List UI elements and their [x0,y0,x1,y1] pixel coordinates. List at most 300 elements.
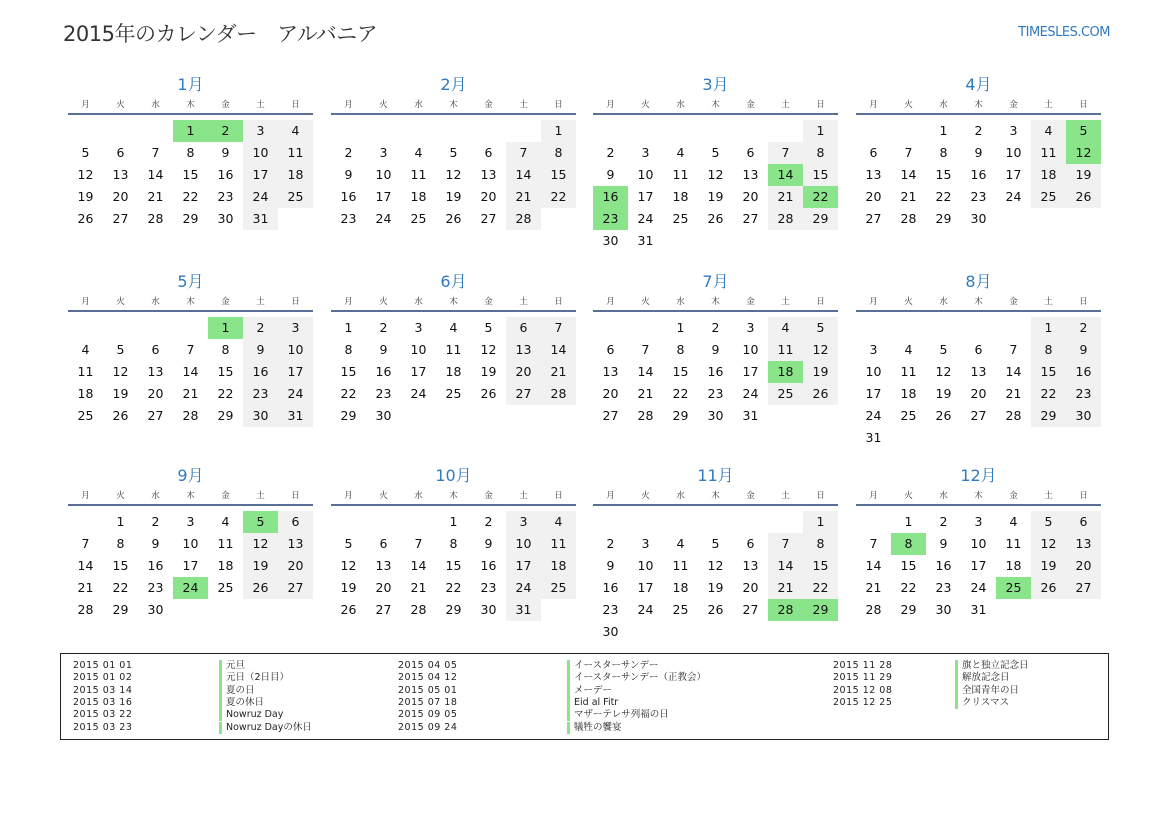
day-cell: 10 [278,339,313,361]
day-cell: 2 [939,514,948,529]
weekday-label: 土 [781,491,790,501]
day-cell: 19 [77,189,94,204]
day-cell: 25 [672,211,689,226]
weekday-label: 月 [869,297,878,307]
day-cell: 19 [445,189,462,204]
day-cell: 30 [1066,405,1101,427]
day-cell: 1 [344,320,353,335]
weekday-label: 金 [746,491,755,501]
day-cell: 16 [147,558,164,573]
day-cell: 23 [1066,383,1101,405]
day-cell: 19 [803,361,838,383]
day-cell: 9 [939,536,948,551]
day-cell: 9 [1066,339,1101,361]
day-cell: 2 [484,514,493,529]
day-cell: 30 [970,211,987,226]
month-name: 10月 [435,466,472,485]
day-cell: 31 [637,233,654,248]
weekday-label: 水 [676,297,685,307]
holiday-legend [60,653,1109,740]
day-cell: 20 [375,580,392,595]
weekday-label: 火 [379,297,388,307]
day-cell: 18 [77,386,94,401]
day-cell: 1 [939,123,948,138]
day-cell: 16 [480,558,497,573]
day-cell: 6 [1066,511,1101,533]
weekday-label: 土 [1044,297,1053,307]
day-cell: 23 [970,189,987,204]
weekday-label: 木 [711,491,720,501]
day-cell: 2 [151,514,160,529]
day-cell: 3 [506,511,541,533]
day-cell: 17 [410,364,427,379]
day-cell: 10 [1005,145,1022,160]
day-cell: 7 [151,145,160,160]
day-cell: 28 [506,208,541,230]
holiday-date: 2015 12 25 [833,696,893,708]
day-cell: 1 [541,120,576,142]
day-cell: 26 [77,211,94,226]
day-cell: 1 [676,320,685,335]
holiday-cell: 2 [208,120,243,142]
weekday-label: 金 [221,297,230,307]
holiday-name: 夏の日 [219,685,255,697]
day-cell: 8 [1031,339,1066,361]
holiday-cell: 8 [891,533,926,555]
day-cell: 26 [935,408,952,423]
day-cell: 11 [278,142,313,164]
header-divider [331,310,576,312]
holiday-cell: 1 [208,317,243,339]
site-logo[interactable]: TIMESLES.COM [1018,25,1110,40]
weekday-label: 日 [291,297,300,307]
holiday-cell: 23 [593,208,628,230]
day-cell: 20 [742,189,759,204]
day-cell: 13 [506,339,541,361]
day-cell: 31 [742,408,759,423]
day-cell: 28 [900,211,917,226]
day-cell: 12 [445,167,462,182]
header-divider [68,504,313,506]
day-cell: 27 [742,211,759,226]
weekday-label: 木 [974,491,983,501]
weekday-label: 月 [869,491,878,501]
day-cell: 19 [340,580,357,595]
day-cell: 7 [641,342,650,357]
day-cell: 1 [803,511,838,533]
day-cell: 1 [449,514,458,529]
day-cell: 13 [147,364,164,379]
day-cell: 13 [112,167,129,182]
holiday-date: 2015 12 08 [833,684,893,696]
month-name: 2月 [440,75,467,94]
day-cell: 26 [707,602,724,617]
weekday-label: 金 [1009,297,1018,307]
weekday-label: 月 [81,297,90,307]
weekday-label: 金 [484,491,493,501]
day-cell: 22 [112,580,129,595]
day-cell: 11 [900,364,917,379]
day-cell: 5 [449,145,458,160]
holiday-name: 元日（2日目） [219,672,289,684]
holiday-date: 2015 11 28 [833,660,893,671]
day-cell: 25 [541,577,576,599]
day-cell: 13 [375,558,392,573]
day-cell: 29 [1031,405,1066,427]
holiday-name: メーデー [567,685,612,697]
day-cell: 28 [541,383,576,405]
day-cell: 9 [221,145,230,160]
day-cell: 24 [742,386,759,401]
weekday-label: 木 [711,297,720,307]
day-cell: 16 [970,167,987,182]
day-cell: 6 [606,342,615,357]
weekday-label: 土 [781,100,790,110]
day-cell: 26 [803,383,838,405]
day-cell: 16 [375,364,392,379]
weekday-label: 火 [641,100,650,110]
weekday-label: 木 [974,297,983,307]
day-cell: 22 [1031,383,1066,405]
weekday-label: 日 [1079,297,1088,307]
weekday-label: 火 [641,297,650,307]
day-cell: 18 [900,386,917,401]
day-cell: 21 [182,386,199,401]
holiday-date: 2015 03 22 [73,709,133,721]
weekday-label: 日 [291,491,300,501]
day-cell: 4 [1031,120,1066,142]
day-cell: 15 [900,558,917,573]
day-cell: 10 [742,342,759,357]
weekday-label: 木 [186,100,195,110]
day-cell: 26 [243,577,278,599]
day-cell: 20 [742,580,759,595]
day-cell: 2 [974,123,983,138]
day-cell: 10 [243,142,278,164]
day-cell: 22 [672,386,689,401]
day-cell: 11 [672,167,689,182]
header-divider [331,504,576,506]
day-cell: 4 [449,320,458,335]
day-cell: 14 [1005,364,1022,379]
day-cell: 27 [147,408,164,423]
day-cell: 3 [278,317,313,339]
day-cell: 25 [672,602,689,617]
day-cell: 29 [935,211,952,226]
day-cell: 12 [707,167,724,182]
day-cell: 15 [217,364,234,379]
day-cell: 21 [541,361,576,383]
day-cell: 17 [970,558,987,573]
day-cell: 11 [1005,536,1022,551]
day-cell: 6 [278,511,313,533]
day-cell: 10 [506,533,541,555]
day-cell: 23 [217,189,234,204]
weekday-label: 火 [904,297,913,307]
day-cell: 2 [711,320,720,335]
day-cell: 30 [602,624,619,639]
day-cell: 29 [217,408,234,423]
day-cell: 3 [746,320,755,335]
day-cell: 31 [865,430,882,445]
day-cell: 30 [602,233,619,248]
holiday-date: 2015 03 14 [73,684,133,696]
day-cell: 23 [602,602,619,617]
day-cell: 12 [340,558,357,573]
day-cell: 23 [480,580,497,595]
day-cell: 10 [865,364,882,379]
day-cell: 12 [935,364,952,379]
header-divider [68,310,313,312]
day-cell: 4 [414,145,423,160]
day-cell: 24 [637,211,654,226]
day-cell: 1 [116,514,125,529]
day-cell: 7 [768,142,803,164]
weekday-label: 日 [554,297,563,307]
day-cell: 25 [278,186,313,208]
day-cell: 7 [768,533,803,555]
day-cell: 22 [900,580,917,595]
weekday-label: 日 [554,100,563,110]
day-cell: 24 [410,386,427,401]
day-cell: 24 [1005,189,1022,204]
day-cell: 24 [637,602,654,617]
day-cell: 23 [935,580,952,595]
day-cell: 6 [116,145,125,160]
day-cell: 19 [707,189,724,204]
day-cell: 6 [379,536,388,551]
header-divider [856,113,1101,115]
weekday-label: 火 [379,100,388,110]
day-cell: 14 [865,558,882,573]
day-cell: 29 [112,602,129,617]
day-cell: 26 [340,602,357,617]
day-cell: 14 [147,167,164,182]
day-cell: 24 [375,211,392,226]
day-cell: 3 [641,145,650,160]
weekday-label: 水 [151,100,160,110]
day-cell: 10 [182,536,199,551]
day-cell: 23 [340,211,357,226]
weekday-label: 火 [116,491,125,501]
day-cell: 27 [970,408,987,423]
day-cell: 9 [606,558,615,573]
weekday-label: 水 [414,100,423,110]
weekday-label: 火 [641,491,650,501]
weekday-label: 月 [606,491,615,501]
day-cell: 27 [375,602,392,617]
day-cell: 7 [186,342,195,357]
holiday-cell: 1 [173,120,208,142]
holiday-date: 2015 01 02 [73,672,133,684]
day-cell: 4 [81,342,90,357]
day-cell: 27 [278,577,313,599]
day-cell: 30 [147,602,164,617]
holiday-cell: 18 [768,361,803,383]
day-cell: 9 [151,536,160,551]
weekday-label: 日 [1079,100,1088,110]
weekday-label: 金 [1009,491,1018,501]
day-cell: 21 [147,189,164,204]
weekday-label: 土 [256,100,265,110]
day-cell: 11 [1031,142,1066,164]
day-cell: 8 [676,342,685,357]
day-cell: 12 [803,339,838,361]
weekday-label: 月 [344,297,353,307]
holiday-date: 2015 11 29 [833,672,893,684]
day-cell: 15 [541,164,576,186]
day-cell: 6 [974,342,983,357]
day-cell: 29 [182,211,199,226]
day-cell: 19 [112,386,129,401]
day-cell: 11 [541,533,576,555]
weekday-label: 水 [414,297,423,307]
day-cell: 11 [217,536,234,551]
day-cell: 10 [637,167,654,182]
day-cell: 8 [541,142,576,164]
day-cell: 24 [506,577,541,599]
holiday-date: 2015 01 01 [73,660,133,671]
day-cell: 2 [606,145,615,160]
day-cell: 29 [900,602,917,617]
day-cell: 9 [711,342,720,357]
day-cell: 3 [414,320,423,335]
month-name: 5月 [177,272,204,291]
day-cell: 17 [243,164,278,186]
day-cell: 23 [243,383,278,405]
day-cell: 27 [865,211,882,226]
weekday-label: 木 [974,100,983,110]
weekday-label: 木 [711,100,720,110]
holiday-name: Nowruz Dayの休日 [219,722,312,734]
day-cell: 30 [375,408,392,423]
day-cell: 19 [1066,164,1101,186]
weekday-label: 水 [676,491,685,501]
day-cell: 14 [410,558,427,573]
day-cell: 20 [1066,555,1101,577]
weekday-label: 水 [151,297,160,307]
holiday-name: イースターサンデー（正教会） [567,672,706,684]
day-cell: 22 [217,386,234,401]
page-title: 2015年のカレンダー アルバニア [63,22,378,46]
day-cell: 28 [1005,408,1022,423]
holiday-date: 2015 05 01 [398,684,458,696]
holiday-name: クリスマス [955,697,1009,709]
day-cell: 10 [970,536,987,551]
day-cell: 4 [1009,514,1018,529]
day-cell: 31 [506,599,541,621]
day-cell: 4 [904,342,913,357]
day-cell: 25 [410,211,427,226]
day-cell: 14 [768,555,803,577]
month-name: 12月 [960,466,997,485]
day-cell: 13 [742,558,759,573]
day-cell: 3 [243,120,278,142]
weekday-label: 木 [449,491,458,501]
weekday-label: 水 [939,100,948,110]
month-name: 4月 [965,75,992,94]
holiday-name: 全国青年の日 [955,685,1019,697]
day-cell: 9 [484,536,493,551]
holiday-name: 旗と独立記念日 [955,660,1029,672]
holiday-cell: 5 [1066,120,1101,142]
day-cell: 24 [865,408,882,423]
holiday-cell: 24 [173,577,208,599]
day-cell: 26 [1066,186,1101,208]
day-cell: 13 [742,167,759,182]
day-cell: 5 [803,317,838,339]
day-cell: 10 [410,342,427,357]
holiday-cell: 28 [768,599,803,621]
weekday-label: 土 [519,297,528,307]
day-cell: 15 [445,558,462,573]
holiday-name: マザーテレサ列福の日 [567,709,669,721]
weekday-label: 金 [1009,100,1018,110]
holiday-name: 犠牲の饗宴 [567,722,622,734]
day-cell: 17 [506,555,541,577]
day-cell: 13 [865,167,882,182]
day-cell: 20 [112,189,129,204]
day-cell: 14 [77,558,94,573]
day-cell: 21 [1005,386,1022,401]
day-cell: 3 [379,145,388,160]
day-cell: 29 [803,208,838,230]
day-cell: 7 [506,142,541,164]
day-cell: 29 [445,602,462,617]
day-cell: 31 [278,405,313,427]
weekday-label: 火 [904,491,913,501]
holiday-name: 解放記念日 [955,672,1010,684]
day-cell: 12 [1031,533,1066,555]
day-cell: 14 [182,364,199,379]
day-cell: 6 [151,342,160,357]
header-divider [593,113,838,115]
holiday-date: 2015 03 16 [73,696,133,708]
holiday-name: イースターサンデー [567,660,659,672]
weekday-label: 日 [1079,491,1088,501]
day-cell: 18 [217,558,234,573]
holiday-cell: 16 [593,186,628,208]
day-cell: 12 [112,364,129,379]
day-cell: 28 [410,602,427,617]
day-cell: 3 [1009,123,1018,138]
day-cell: 16 [707,364,724,379]
day-cell: 5 [116,342,125,357]
day-cell: 15 [112,558,129,573]
day-cell: 4 [676,536,685,551]
day-cell: 25 [217,580,234,595]
day-cell: 14 [900,167,917,182]
month-name: 11月 [697,466,734,485]
day-cell: 30 [480,602,497,617]
day-cell: 6 [484,145,493,160]
day-cell: 20 [865,189,882,204]
month-name: 9月 [177,466,204,485]
day-cell: 26 [445,211,462,226]
day-cell: 6 [506,317,541,339]
day-cell: 21 [77,580,94,595]
day-cell: 16 [935,558,952,573]
weekday-label: 土 [256,491,265,501]
day-cell: 9 [243,339,278,361]
day-cell: 31 [243,208,278,230]
month-name: 1月 [177,75,204,94]
weekday-label: 金 [221,491,230,501]
day-cell: 13 [602,364,619,379]
day-cell: 4 [676,145,685,160]
day-cell: 4 [278,120,313,142]
weekday-label: 金 [221,100,230,110]
